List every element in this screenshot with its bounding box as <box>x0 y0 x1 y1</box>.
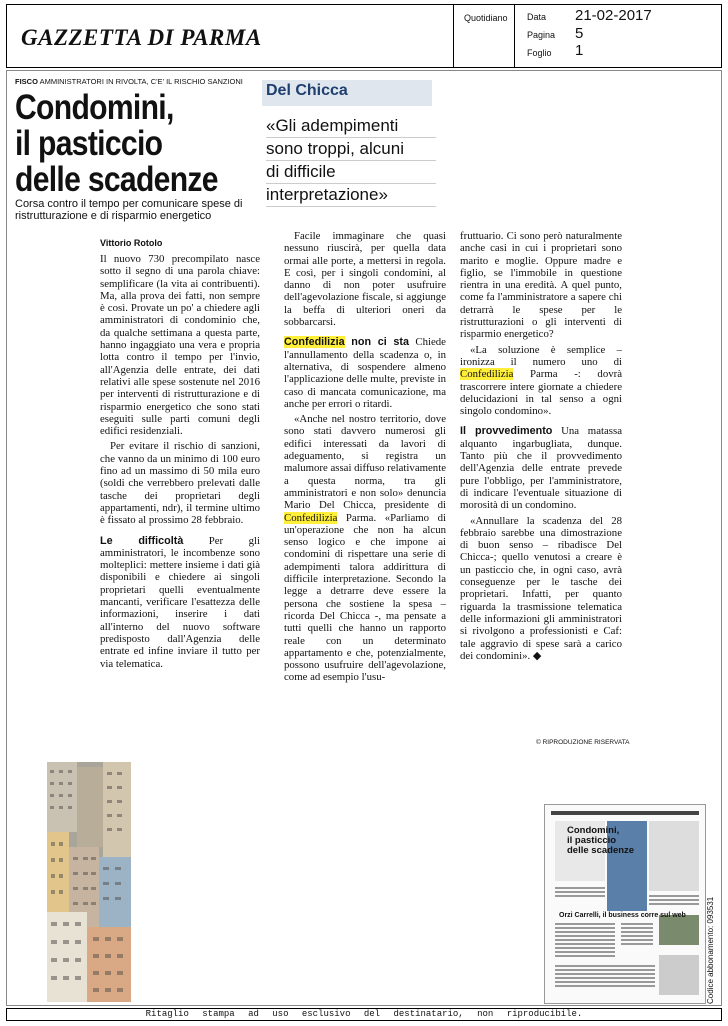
highlighted-term: Confedilizia <box>460 368 514 381</box>
byline: Vittorio Rotolo <box>100 238 163 248</box>
headline-line: delle scadenze <box>15 160 218 199</box>
clipping-footer: Ritaglio stampa ad uso esclusivo del destinatario, non riproducibile. <box>6 1008 722 1021</box>
thumbnail-headline <box>567 826 634 856</box>
paragraph-text: Parma -: dovrà trascorrere intere giornate a chiedere delucidazioni in tal senso a ogni singolo condomino». <box>460 368 622 418</box>
reproduction-note: © RIPRODUZIONE RISERVATA <box>536 739 630 746</box>
header-divider <box>514 5 515 68</box>
paragraph: fruttuario. Ci sono però naturalmente anche casi in cui i proprietari sono marito e moglie. Oppure madre e figlio, se l'immobile in questione rientra in una eredità. A quel punto, come fa l'amministratore a sapere chi detrarrà le spese per le ristrutturazioni o gli interventi di risparmio energetico? <box>460 230 622 341</box>
paragraph-text: «La soluzione è semplice – ironizza il numero uno di <box>460 343 622 368</box>
quote-line: sono troppi, alcuni <box>266 138 436 161</box>
paragraph <box>460 425 622 511</box>
section-heading: non ci sta <box>344 336 410 349</box>
paragraph: Facile immaginare che quasi nessuno riuscirà, per quella data ormai alle porte, a mettersi in regola. E così, per i singoli condomini, al danno di non poter usufruire dell'agevolazione fiscale, si aggiunge la beffa di ulteriori oneri da sobbarcarsi. <box>284 230 446 329</box>
article-column-3 <box>460 230 622 665</box>
pull-quote <box>266 115 436 207</box>
paragraph-text: Per gli amministratori, le incombenze sono molteplici: mettere insieme i dati già disponibili e chiedere ai singoli proprietari quelli eventualmente mancanti, verificare l'esattezza delle informazioni, inserire i dati all'interno del nuovo software predisposto dall'Agenzia delle entrate ed infine inviare il tutto per via telematica. <box>100 534 260 670</box>
quote-line: interpretazione» <box>266 184 436 207</box>
paragraph: Il nuovo 730 precompilato nasce sotto il segno di una parola chiave: semplificare (la vita ai contribuenti). Ma, alla prova dei fatti, non sempre è così. Provate un po' a chiedere agli amministratori di condominio che, da qualche settimana a questa parte, hanno ingaggiato una vera e propria lotta contro il tempo per l'invio, all'Agenzia delle entrate, dei dati relativi alle spese sostenute nel 2016 per interventi di ristrutturazione e di risparmio energetico che sono stati eseguiti sulle parti comuni degli edifici residenziali. <box>100 253 260 438</box>
page-thumbnail <box>544 804 706 1004</box>
section-heading: Le difficoltà <box>100 534 184 547</box>
paragraph <box>284 413 446 684</box>
foglio-value: 1 <box>575 42 584 59</box>
paragraph: Per evitare il rischio di sanzioni, che vanno da un minimo di 100 euro fino ad un massimo di 50 mila euro (soldi che verrebbero prelevati dalle tasche dei proprietari degli appartamenti, ndr), il termine ultimo è fissato al prossimo 28 febbraio. <box>100 440 260 527</box>
data-value: 21-02-2017 <box>575 7 652 24</box>
headline-line: Condomini, <box>15 88 174 127</box>
thumbnail-headline-line: il pasticcio <box>567 835 617 846</box>
headline-line: il pasticcio <box>15 124 163 163</box>
headline <box>15 90 230 198</box>
masthead: GAZZETTA DI PARMA <box>21 25 262 50</box>
quote-line: «Gli adempimenti <box>266 115 436 138</box>
thumbnail-headline-line: delle scadenze <box>567 845 635 856</box>
clipping-header <box>6 4 722 68</box>
paragraph <box>284 336 446 410</box>
kicker <box>15 77 243 86</box>
header-divider <box>453 5 454 68</box>
publication-type: Quotidiano <box>464 13 508 23</box>
buildings-photo <box>47 762 131 1002</box>
article-column-2 <box>284 230 446 687</box>
quote-line: di difficile <box>266 161 436 184</box>
thumbnail-headline-line: Condomini, <box>567 825 620 836</box>
subhead: Corsa contro il tempo per comunicare spese di ristrutturazione e di risparmio energetico <box>15 198 243 222</box>
paragraph <box>460 344 622 418</box>
paragraph-text: Una matassa alquanto ingarbugliata, dunque. Tanto più che il provvedimento dell'Agenzia delle entrate prevede pure l'obbligo, per l'amministratore, di indicare l'eventuale situazione di morosità di un condomino. <box>460 425 622 512</box>
article-column-1 <box>100 253 260 673</box>
highlighted-term: Confedilizia <box>284 511 338 524</box>
quote-name: Del Chicca <box>266 82 348 99</box>
highlighted-term: Confedilizia <box>284 336 345 349</box>
paragraph <box>100 535 260 670</box>
buildings-illustration <box>47 762 131 1002</box>
paragraph-text: «Anche nel nostro territorio, dove sono stati davvero numerosi gli edifici interessati da lavori di adeguamento, si registra un malumore assai diffuso relativamente a questa norma, tra gli amministratori e non solo» denuncia Mario Del Chicca, presidente di <box>284 413 447 512</box>
pagina-value: 5 <box>575 25 584 42</box>
subscription-code: Codice abbonamento: 093531 <box>706 896 715 1004</box>
foglio-label: Foglio <box>527 48 552 58</box>
kicker-text: AMMINISTRATORI IN RIVOLTA, C'E' IL RISCHIO SANZIONI <box>39 77 243 86</box>
pagina-label: Pagina <box>527 30 556 40</box>
paragraph: «Annullare la scadenza del 28 febbraio sarebbe una dimostrazione di buon senso – ribadisce Del Chicca-; quello venutosi a creare è un pasticcio che, in ogni caso, avrà conseguenze per le tasche dei proprietari. Infatti, per quanto riguarda la trasmissione telematica delle informazioni gli amministratori si rivolgono a professionisti e Caf: tale aggravio di spese sarà a carico dei condomini». ◆ <box>460 514 622 662</box>
paragraph-text: Chiede l'annullamento della scadenza o, in alternativa, di sospendere almeno l'applicazione delle multe, previste in caso di mancata comunicazione, ma anche per errori o ritardi. <box>284 336 446 410</box>
thumbnail-subheadline: Orzi Carrelli, il business corre sul web <box>559 912 686 919</box>
data-label: Data <box>527 12 547 22</box>
kicker-section: FISCO <box>15 77 38 86</box>
section-heading: Il provvedimento <box>460 425 553 438</box>
paragraph-text: Parma. «Parliamo di un'operazione che non ha alcun senso logico e che impone ai condomini di rispettare una serie di adempimenti talora addirittura di difficile interpretazione. Secondo la legge a detrarre deve essere la persona che sostiene la spesa – ricorda Del Chicca -, ma pensate a tutti quelli che hanno un rapporto reale con un determinato appartamento e che, potenzialmente, possono usufruire dell'agevolazione, come ad esempio l'usu- <box>284 511 446 684</box>
